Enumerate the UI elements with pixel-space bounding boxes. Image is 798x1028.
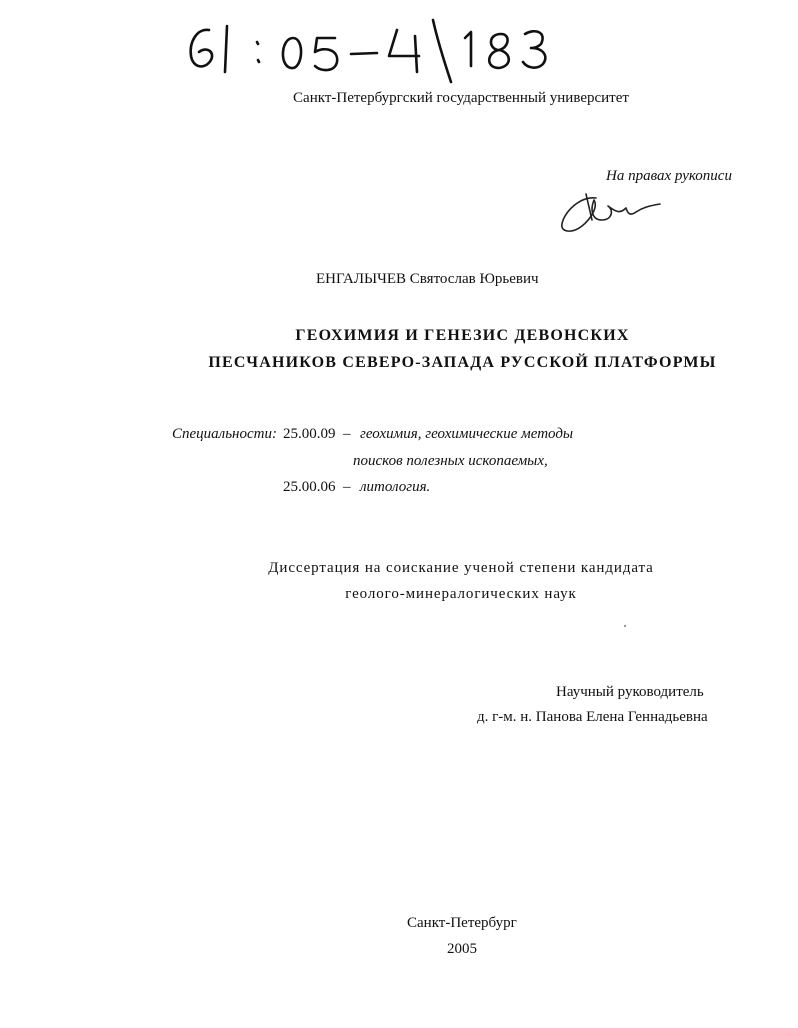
handwritten-archive-number <box>175 8 575 88</box>
dissertation-title <box>0 322 798 376</box>
degree-line-1: Диссертация на соискание ученой степени кандидата <box>268 560 654 576</box>
specialty-description: геохимия, геохимические методы <box>360 426 574 442</box>
specialty-dash: – <box>343 479 351 495</box>
signature <box>556 190 666 236</box>
university-name: Санкт-Петербургский государственный университет <box>293 90 629 106</box>
specialties-label: Специальности: <box>172 426 277 442</box>
year: 2005 <box>447 941 477 957</box>
title-line-2: ПЕСЧАНИКОВ СЕВЕРО-ЗАПАДА РУССКОЙ ПЛАТФОРМЫ <box>208 354 717 371</box>
city: Санкт-Петербург <box>407 915 517 931</box>
specialty-description: литология. <box>360 479 431 495</box>
scan-speck <box>624 625 626 627</box>
specialty-code: 25.00.06 <box>283 479 336 495</box>
supervisor-label: Научный руководитель <box>556 684 704 700</box>
degree-line-2: геолого-минералогических наук <box>345 586 577 602</box>
title-line-1: ГЕОХИМИЯ И ГЕНЕЗИС ДЕВОНСКИХ <box>295 327 630 344</box>
author-name: ЕНГАЛЫЧЕВ Святослав Юрьевич <box>316 271 539 287</box>
dissertation-degree <box>0 555 798 607</box>
supervisor-name: д. г-м. н. Панова Елена Геннадьевна <box>477 709 708 725</box>
manuscript-rights-note: На правах рукописи <box>606 168 732 184</box>
specialty-dash: – <box>343 426 351 442</box>
specialty-description-cont: поисков полезных ископаемых, <box>353 453 548 469</box>
specialty-code: 25.00.09 <box>283 426 336 442</box>
